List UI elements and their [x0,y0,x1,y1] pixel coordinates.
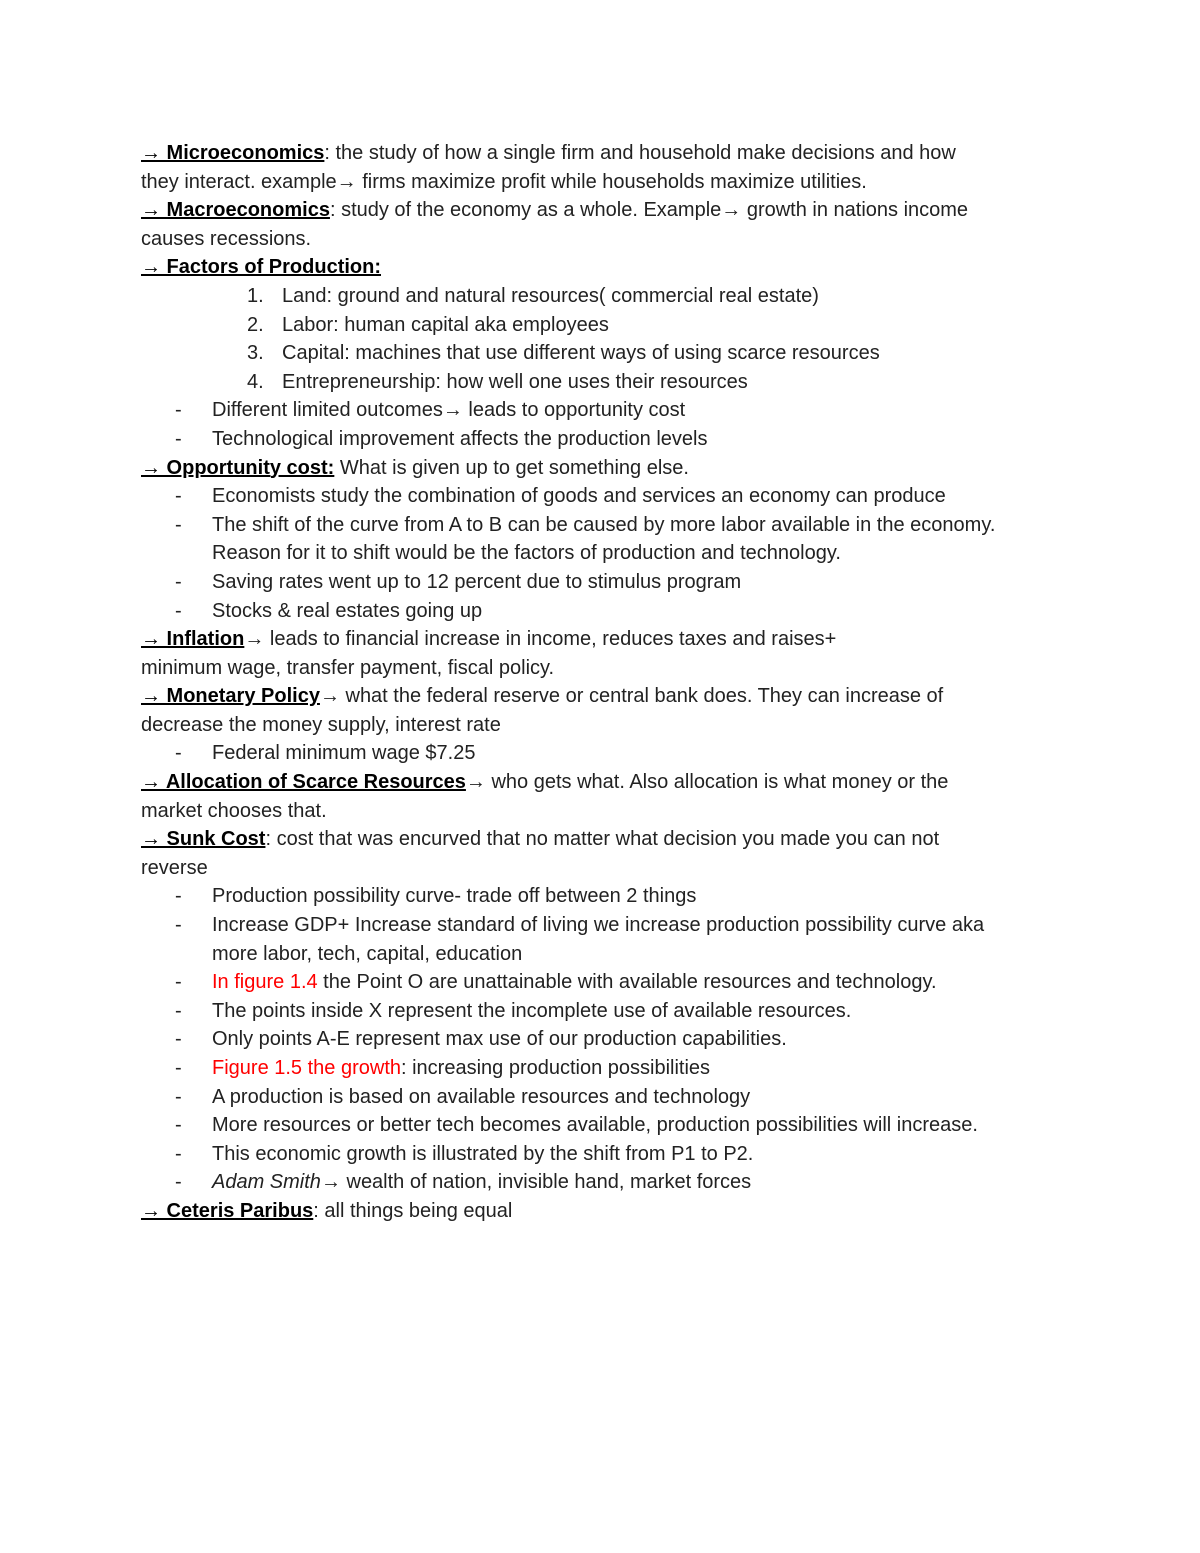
bullet-text: Economists study the combination of goods and services an economy can produce [212,485,946,508]
bullet-text: A production is based on available resources and technology [212,1085,751,1108]
dash-marker: - [175,1057,182,1079]
dash-marker: - [175,885,182,908]
dash-marker: - [175,999,182,1022]
dash-marker: - [175,513,182,536]
allocation-line [141,768,1071,797]
bullet-text: Only points A-E represent max use of our production capabilities. [212,1028,787,1051]
definition-continuation: causes recessions. [141,227,312,250]
bullet-text: : increasing production possibilities [401,1057,711,1079]
opportunity-cost-line [141,454,1071,483]
bullet-item [141,396,1071,425]
bullet-text: more labor, tech, capital, education [212,942,523,965]
bullet-text: → wealth of nation, invisible hand, market forces [320,1171,752,1194]
item-text: Labor: human capital aka employees [282,313,609,336]
bullet-item [141,511,1071,540]
bullet-item [141,425,1071,454]
term-inflation: → Inflation [141,628,245,651]
item-text: Land: ground and natural resources( commercial real estate) [282,284,819,307]
bullet-item [141,968,1071,997]
bullet-item [141,1083,1071,1112]
definition-text: → who gets what. Also allocation is what money or the [465,771,949,794]
numbered-item [141,339,1071,368]
bullet-text: Reason for it to shift would be the factors of production and technology. [212,542,841,565]
bullet-text: Production possibility curve- trade off between 2 things [212,885,697,908]
term-allocation-of-scarce-resources: → Allocation of Scarce Resources [141,771,466,794]
numbered-item [141,311,1071,340]
dash-marker: - [175,1085,182,1108]
dash-marker: - [175,1142,182,1165]
definition-continuation: minimum wage, transfer payment, fiscal policy. [141,656,555,679]
item-number: 2. [247,313,264,336]
dash-marker: - [175,742,182,765]
macroeconomics-line [141,196,1071,225]
definition-continuation: market chooses that. [141,799,327,822]
numbered-item [141,368,1071,397]
microeconomics-line [141,139,1071,168]
bullet-item [141,482,1071,511]
bullet-item [141,1168,1071,1197]
factors-heading [141,253,1071,282]
bullet-text: The shift of the curve from A to B can be caused by more labor available in the economy. [212,513,996,536]
definition-text: → what the federal reserve or central bank does. They can increase of [319,685,944,708]
definition-text: : cost that was encurved that no matter what decision you made you can not [265,828,940,851]
bullet-continuation [141,940,1071,969]
dash-marker: - [175,914,182,937]
ceteris-paribus-line [141,1197,1071,1226]
bullet-text: This economic growth is illustrated by the shift from P1 to P2. [212,1142,754,1165]
item-number: 1. [247,284,264,307]
bullet-text: Different limited outcomes→ leads to opportunity cost [212,399,686,422]
bullet-item [141,997,1071,1026]
monetary-policy-line [141,682,1071,711]
bullet-text: Increase GDP+ Increase standard of living we increase production possibility curve aka [212,914,985,937]
bullet-text: the Point O are unattainable with available resources and technology. [317,971,937,994]
dash-marker: - [175,971,182,994]
bullet-continuation [141,539,1071,568]
definition-continuation: decrease the money supply, interest rate [141,713,501,736]
bullet-text: More resources or better tech becomes available, production possibilities will increase. [212,1114,978,1137]
definition-text: : study of the economy as a whole. Example→ growth in nations income [329,199,969,222]
bullet-text: Technological improvement affects the production levels [212,427,708,450]
notes-page [141,139,1071,1226]
sunk-cost-line [141,825,1071,854]
term-opportunity-cost: → Opportunity cost: [141,456,335,479]
dash-marker: - [175,485,182,508]
bullet-item [141,1111,1071,1140]
dash-marker: - [175,1171,182,1194]
term-factors-of-production: → Factors of Production: [141,256,381,279]
dash-marker: - [175,399,182,422]
term-monetary-policy: → Monetary Policy [141,685,320,708]
definition-continuation: they interact. example→ firms maximize profit while households maximize utilities. [141,170,867,193]
definition-text: What is given up to get something else. [334,456,689,479]
term-microeconomics: → Microeconomics [141,142,325,164]
italic-name: Adam Smith [212,1171,321,1194]
definition-text: : the study of how a single firm and household make decisions and how [324,142,956,164]
definition-text: → leads to financial increase in income, reduces taxes and raises+ [244,628,837,651]
term-sunk-cost: → Sunk Cost [141,828,266,851]
dash-marker: - [175,599,182,622]
inflation-line [141,625,1071,654]
term-ceteris-paribus: → Ceteris Paribus [141,1199,314,1222]
item-number: 4. [247,370,264,393]
dash-marker: - [175,427,182,450]
bullet-item [141,911,1071,940]
item-text: Entrepreneurship: how well one uses their resources [282,370,748,393]
bullet-item [141,882,1071,911]
bullet-text: The points inside X represent the incomplete use of available resources. [212,999,852,1022]
bullet-text: Stocks & real estates going up [212,599,483,622]
item-number: 3. [247,342,264,365]
bullet-item [141,1054,1071,1083]
bullet-item [141,1025,1071,1054]
dash-marker: - [175,1114,182,1137]
highlighted-text: In figure 1.4 [212,971,318,994]
bullet-text: Saving rates went up to 12 percent due to stimulus program [212,570,742,593]
dash-marker: - [175,570,182,593]
term-macroeconomics: → Macroeconomics [141,199,330,222]
bullet-item [141,1140,1071,1169]
numbered-item [141,282,1071,311]
bullet-item [141,739,1071,768]
highlighted-text: Figure 1.5 the growth [212,1057,401,1079]
bullet-item [141,568,1071,597]
definition-continuation: reverse [141,856,208,879]
definition-text: : all things being equal [313,1199,513,1222]
bullet-item [141,597,1071,626]
item-text: Capital: machines that use different ways of using scarce resources [282,342,880,365]
bullet-text: Federal minimum wage $7.25 [212,742,476,765]
dash-marker: - [175,1028,182,1051]
